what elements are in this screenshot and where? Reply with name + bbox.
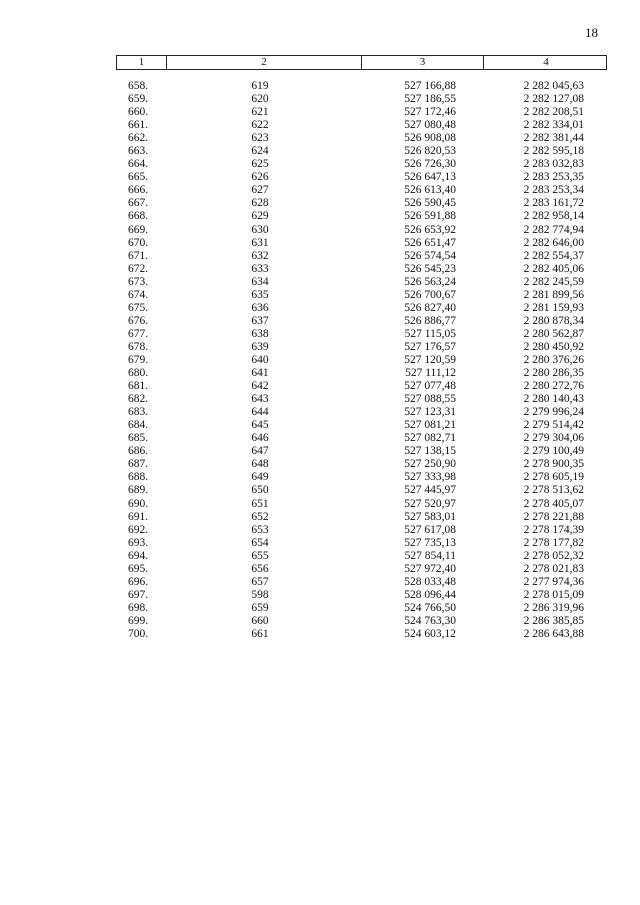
row-number: 676.	[128, 314, 149, 327]
row-number: 693.	[128, 536, 149, 549]
point-id: 627	[251, 184, 269, 197]
coord-y: 2 280 272,76	[523, 380, 584, 393]
coord-y: 2 282 405,06	[523, 262, 584, 275]
row-number: 675.	[128, 301, 149, 314]
coord-x: 526 886,77	[404, 314, 456, 327]
coord-y: 2 280 562,87	[523, 327, 584, 340]
point-id: 631	[251, 236, 269, 249]
row-number: 659.	[128, 93, 149, 106]
coord-x: 526 651,47	[404, 236, 456, 249]
point-id: 633	[251, 262, 269, 275]
table-row	[0, 237, 640, 250]
coord-y: 2 282 774,94	[523, 223, 584, 236]
coord-x: 527 077,48	[404, 380, 456, 393]
table-row	[0, 458, 640, 471]
row-number: 689.	[128, 484, 149, 497]
point-id: 654	[251, 536, 269, 549]
row-number: 690.	[128, 497, 149, 510]
coord-x: 526 590,45	[404, 197, 456, 210]
coord-x: 527 445,97	[404, 484, 456, 497]
coord-x: 526 591,88	[404, 210, 456, 223]
coord-y: 2 282 045,63	[523, 80, 584, 92]
row-number: 686.	[128, 445, 149, 458]
point-id: 641	[251, 367, 269, 380]
coord-y: 2 282 127,08	[523, 93, 584, 106]
row-number: 696.	[128, 575, 149, 588]
coord-x: 527 186,55	[404, 93, 456, 106]
table-row	[0, 302, 640, 315]
row-number: 665.	[128, 171, 149, 184]
coord-y: 2 282 208,51	[523, 106, 584, 119]
row-number: 681.	[128, 380, 149, 393]
table-row	[0, 315, 640, 328]
table-row	[0, 628, 640, 641]
table-row	[0, 132, 640, 145]
coord-x: 527 166,88	[404, 80, 456, 92]
table-row	[0, 615, 640, 628]
point-id: 638	[251, 327, 269, 340]
row-number: 692.	[128, 523, 149, 536]
table-row	[0, 367, 640, 380]
coord-y: 2 283 253,34	[523, 184, 584, 197]
table-row	[0, 184, 640, 197]
row-number: 691.	[128, 510, 149, 523]
coord-y: 2 282 595,18	[523, 145, 584, 158]
table-row	[0, 511, 640, 524]
coord-y: 2 281 159,93	[523, 301, 584, 314]
point-id: 634	[251, 275, 269, 288]
point-id: 642	[251, 380, 269, 393]
point-id: 650	[251, 484, 269, 497]
row-number: 671.	[128, 249, 149, 262]
table-row	[0, 119, 640, 132]
coord-x: 526 726,30	[404, 158, 456, 171]
coord-y: 2 280 450,92	[523, 340, 584, 353]
coord-x: 527 520,97	[404, 497, 456, 510]
coord-x: 527 082,71	[404, 432, 456, 445]
coord-y: 2 278 605,19	[523, 471, 584, 484]
point-id: 643	[251, 393, 269, 406]
coord-x: 527 972,40	[404, 562, 456, 575]
point-id: 628	[251, 197, 269, 210]
row-number: 673.	[128, 275, 149, 288]
coord-y: 2 283 161,72	[523, 197, 584, 210]
coord-y: 2 278 221,88	[523, 510, 584, 523]
coord-y: 2 278 900,35	[523, 458, 584, 471]
point-id: 653	[251, 523, 269, 536]
coord-y: 2 279 996,24	[523, 406, 584, 419]
table-row	[0, 341, 640, 354]
point-id: 649	[251, 471, 269, 484]
point-id: 624	[251, 145, 269, 158]
coord-y: 2 278 177,82	[523, 536, 584, 549]
coord-x: 527 081,21	[404, 419, 456, 432]
table-row	[0, 106, 640, 119]
point-id: 661	[251, 627, 269, 640]
table-row	[0, 498, 640, 511]
point-id: 651	[251, 497, 269, 510]
point-id: 648	[251, 458, 269, 471]
coord-y: 2 278 513,62	[523, 484, 584, 497]
coord-x: 526 545,23	[404, 262, 456, 275]
row-number: 667.	[128, 197, 149, 210]
coord-y: 2 286 319,96	[523, 601, 584, 614]
coord-x: 526 827,40	[404, 301, 456, 314]
row-number: 666.	[128, 184, 149, 197]
table-row	[0, 432, 640, 445]
table-header	[116, 55, 607, 70]
coord-x: 527 333,98	[404, 471, 456, 484]
coord-x: 528 096,44	[404, 588, 456, 601]
coord-x: 527 854,11	[404, 549, 456, 562]
row-number: 695.	[128, 562, 149, 575]
coord-x: 526 613,40	[404, 184, 456, 197]
coord-x: 526 700,67	[404, 288, 456, 301]
coord-y: 2 277 974,36	[523, 575, 584, 588]
coord-x: 526 647,13	[404, 171, 456, 184]
table-row	[0, 224, 640, 237]
coord-x: 527 250,90	[404, 458, 456, 471]
row-number: 694.	[128, 549, 149, 562]
coord-x: 527 111,12	[405, 367, 456, 380]
point-id: 640	[251, 353, 269, 366]
point-id: 659	[251, 601, 269, 614]
row-number: 700.	[128, 627, 149, 640]
table-row	[0, 393, 640, 406]
point-id: 637	[251, 314, 269, 327]
coord-y: 2 282 245,59	[523, 275, 584, 288]
table-row	[0, 524, 640, 537]
coord-x: 527 080,48	[404, 119, 456, 132]
coord-x: 526 574,54	[404, 249, 456, 262]
table-row	[0, 93, 640, 106]
coord-x: 527 617,08	[404, 523, 456, 536]
table-row	[0, 550, 640, 563]
point-id: 660	[251, 614, 269, 627]
coord-y: 2 282 554,37	[523, 249, 584, 262]
coord-x: 527 172,46	[404, 106, 456, 119]
point-id: 622	[251, 119, 269, 132]
row-number: 674.	[128, 288, 149, 301]
point-id: 630	[251, 223, 269, 236]
table-row	[0, 484, 640, 497]
point-id: 656	[251, 562, 269, 575]
row-number: 672.	[128, 262, 149, 275]
header-col-4: 4	[543, 56, 549, 68]
table-row	[0, 145, 640, 158]
table-row	[0, 171, 640, 184]
coord-x: 526 908,08	[404, 132, 456, 145]
coord-y: 2 283 253,35	[523, 171, 584, 184]
point-id: 657	[251, 575, 269, 588]
coord-y: 2 280 376,26	[523, 353, 584, 366]
row-number: 680.	[128, 367, 149, 380]
coord-x: 527 735,13	[404, 536, 456, 549]
coord-x: 527 115,05	[404, 327, 456, 340]
row-number: 677.	[128, 327, 149, 340]
coord-x: 524 763,30	[404, 614, 456, 627]
point-id: 655	[251, 549, 269, 562]
page-number: 18	[585, 25, 598, 40]
table-row	[0, 471, 640, 484]
coord-y: 2 280 878,34	[523, 314, 584, 327]
row-number: 699.	[128, 614, 149, 627]
coord-x: 526 820,53	[404, 145, 456, 158]
point-id: 639	[251, 340, 269, 353]
row-number: 662.	[128, 132, 149, 145]
point-id: 636	[251, 301, 269, 314]
header-col-1: 1	[117, 56, 167, 69]
coord-y: 2 278 015,09	[523, 588, 584, 601]
row-number: 685.	[128, 432, 149, 445]
table-row	[0, 250, 640, 263]
table-row	[0, 602, 640, 615]
row-number: 661.	[128, 119, 149, 132]
point-id: 645	[251, 419, 269, 432]
coord-y: 2 282 381,44	[523, 132, 584, 145]
row-number: 670.	[128, 236, 149, 249]
row-number: 688.	[128, 471, 149, 484]
row-number: 679.	[128, 353, 149, 366]
coord-x: 527 176,57	[404, 340, 456, 353]
point-id: 619	[251, 80, 269, 92]
table-row	[0, 537, 640, 550]
point-id: 635	[251, 288, 269, 301]
coord-y: 2 283 032,83	[523, 158, 584, 171]
coord-y: 2 279 514,42	[523, 419, 584, 432]
row-number: 669.	[128, 223, 149, 236]
row-number: 687.	[128, 458, 149, 471]
row-number: 684.	[128, 419, 149, 432]
table-row	[0, 380, 640, 393]
table-row	[0, 276, 640, 289]
table-body	[0, 80, 640, 641]
table-row	[0, 445, 640, 458]
point-id: 652	[251, 510, 269, 523]
point-id: 626	[251, 171, 269, 184]
table-row	[0, 197, 640, 210]
table-row	[0, 406, 640, 419]
row-number: 678.	[128, 340, 149, 353]
row-number: 658.	[128, 80, 149, 92]
coord-y: 2 278 405,07	[523, 497, 584, 510]
row-number: 660.	[128, 106, 149, 119]
row-number: 668.	[128, 210, 149, 223]
coord-y: 2 280 140,43	[523, 393, 584, 406]
table-row	[0, 563, 640, 576]
row-number: 663.	[128, 145, 149, 158]
table-row	[0, 158, 640, 171]
row-number: 683.	[128, 406, 149, 419]
table-row	[0, 263, 640, 276]
point-id: 625	[251, 158, 269, 171]
coord-y: 2 282 646,00	[523, 236, 584, 249]
coord-y: 2 286 385,85	[523, 614, 584, 627]
table-row	[0, 80, 640, 93]
coord-y: 2 279 304,06	[523, 432, 584, 445]
coord-x: 526 563,24	[404, 275, 456, 288]
coord-x: 527 123,31	[404, 406, 456, 419]
point-id: 629	[251, 210, 269, 223]
point-id: 644	[251, 406, 269, 419]
coord-y: 2 286 643,88	[523, 627, 584, 640]
row-number: 682.	[128, 393, 149, 406]
point-id: 632	[251, 249, 269, 262]
table-row	[0, 354, 640, 367]
point-id: 647	[251, 445, 269, 458]
table-row	[0, 576, 640, 589]
header-col-3: 3	[362, 56, 484, 69]
coord-y: 2 281 899,56	[523, 288, 584, 301]
coord-y: 2 282 958,14	[523, 210, 584, 223]
table-row	[0, 589, 640, 602]
coord-x: 527 138,15	[404, 445, 456, 458]
coord-x: 527 583,01	[404, 510, 456, 523]
row-number: 697.	[128, 588, 149, 601]
coord-y: 2 280 286,35	[523, 367, 584, 380]
coord-y: 2 278 052,32	[523, 549, 584, 562]
coord-x: 527 088,55	[404, 393, 456, 406]
row-number: 664.	[128, 158, 149, 171]
coord-y: 2 278 174,39	[523, 523, 584, 536]
coord-x: 527 120,59	[404, 353, 456, 366]
coord-x: 526 653,92	[404, 223, 456, 236]
coord-x: 528 033,48	[404, 575, 456, 588]
table-row	[0, 419, 640, 432]
point-id: 646	[251, 432, 269, 445]
header-col-2: 2	[167, 56, 362, 69]
coord-x: 524 766,50	[404, 601, 456, 614]
point-id: 621	[251, 106, 269, 119]
coord-y: 2 278 021,83	[523, 562, 584, 575]
table-row	[0, 289, 640, 302]
point-id: 598	[251, 588, 269, 601]
coord-x: 524 603,12	[404, 627, 456, 640]
point-id: 623	[251, 132, 269, 145]
coord-y: 2 282 334,01	[523, 119, 584, 132]
table-row	[0, 328, 640, 341]
table-row	[0, 210, 640, 223]
coord-y: 2 279 100,49	[523, 445, 584, 458]
row-number: 698.	[128, 601, 149, 614]
point-id: 620	[251, 93, 269, 106]
